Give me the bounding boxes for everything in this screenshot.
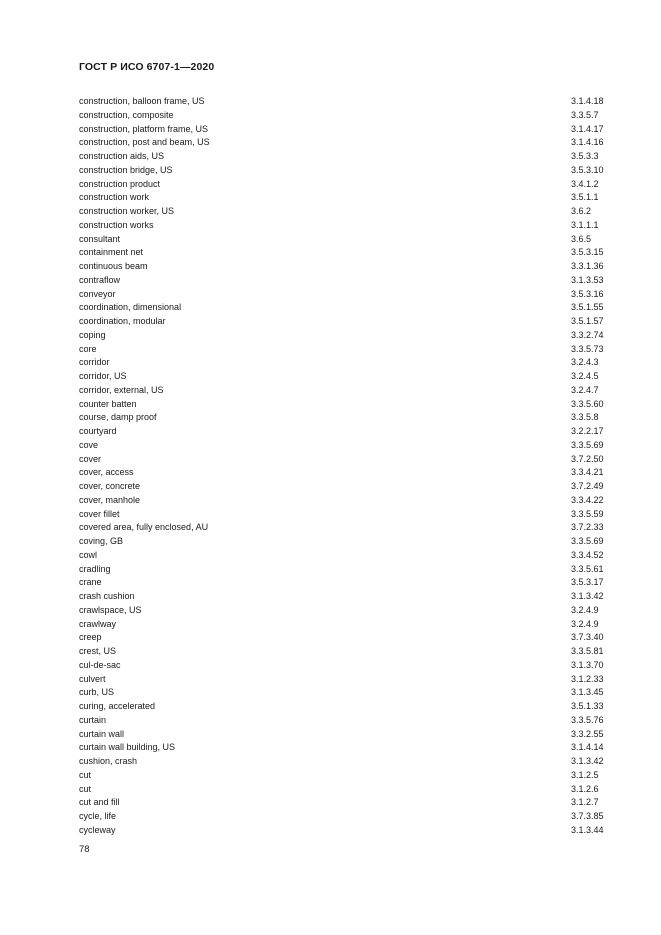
index-entry xyxy=(79,480,611,494)
index-reference-number: 3.1.4.14 xyxy=(571,742,604,753)
index-term: cut xyxy=(79,783,92,794)
index-term: cul-de-sac xyxy=(79,659,121,670)
index-entry xyxy=(79,439,611,453)
index-reference-number: 3.5.1.1 xyxy=(571,192,599,203)
index-entry xyxy=(79,219,611,233)
index-reference-number: 3.2.4.9 xyxy=(571,618,599,629)
index-reference-number: 3.1.1.1 xyxy=(571,219,599,230)
index-entry xyxy=(79,95,611,109)
index-reference-number: 3.1.4.16 xyxy=(571,137,604,148)
index-entry xyxy=(79,783,611,797)
index-term: courtyard xyxy=(79,426,117,436)
index-term: culvert xyxy=(79,673,106,684)
index-reference-number: 3.5.3.16 xyxy=(571,288,604,299)
index-entry xyxy=(79,686,611,700)
index-term: coving, GB xyxy=(79,536,124,546)
index-term: cove xyxy=(79,439,99,450)
index-reference-number: 3.3.5.60 xyxy=(571,398,604,409)
index-reference-number: 3.2.4.9 xyxy=(571,604,599,615)
document-header-title: ГОСТ Р ИСО 6707-1—2020 xyxy=(79,61,215,73)
index-term: construction, platform frame, US xyxy=(79,123,209,134)
index-reference-number: 3.3.4.22 xyxy=(571,494,604,505)
index-entry xyxy=(79,370,611,384)
page-number: 78 xyxy=(79,844,90,855)
index-reference-number: 3.5.3.15 xyxy=(571,247,604,258)
index-term: construction worker, US xyxy=(79,206,175,216)
index-entry xyxy=(79,714,611,728)
index-entry xyxy=(79,288,611,302)
index-reference-number: 3.1.3.42 xyxy=(571,591,604,601)
index-entry xyxy=(79,260,611,274)
index-reference-number: 3.3.4.21 xyxy=(571,467,604,478)
index-reference-number: 3.1.3.53 xyxy=(571,274,604,285)
index-entry xyxy=(79,425,611,439)
index-term: construction, post and beam, US xyxy=(79,137,210,148)
index-reference-number: 3.7.2.33 xyxy=(571,522,604,533)
index-entry xyxy=(79,164,611,178)
index-reference-number: 3.5.3.17 xyxy=(571,577,604,588)
index-reference-number: 3.7.2.49 xyxy=(571,481,604,491)
index-reference-number: 3.1.4.18 xyxy=(571,96,604,106)
index-reference-number: 3.5.1.33 xyxy=(571,701,604,711)
index-entry xyxy=(79,521,611,535)
index-entry xyxy=(79,549,611,563)
index-term: coordination, modular xyxy=(79,316,166,326)
index-entry xyxy=(79,810,611,824)
index-term: curtain wall building, US xyxy=(79,742,176,753)
index-reference-number: 3.1.3.45 xyxy=(571,687,604,698)
index-reference-number: 3.7.3.85 xyxy=(571,811,604,821)
index-entry xyxy=(79,618,611,632)
index-reference-number: 3.4.1.2 xyxy=(571,178,599,189)
index-reference-number: 3.3.5.8 xyxy=(571,412,599,423)
index-entry xyxy=(79,741,611,755)
index-term: course, damp proof xyxy=(79,412,157,423)
index-term: crane xyxy=(79,577,102,588)
index-reference-number: 3.5.1.57 xyxy=(571,316,604,326)
index-term: cut xyxy=(79,769,92,780)
index-entry xyxy=(79,384,611,398)
index-term: construction work xyxy=(79,192,150,203)
index-entry xyxy=(79,109,611,123)
index-entry xyxy=(79,246,611,260)
index-entry xyxy=(79,123,611,137)
index-reference-number: 3.7.2.50 xyxy=(571,453,604,464)
index-term: contraflow xyxy=(79,274,121,285)
index-reference-number: 3.2.4.3 xyxy=(571,357,599,368)
index-reference-number: 3.1.3.70 xyxy=(571,659,604,670)
index-reference-number: 3.2.4.7 xyxy=(571,384,599,395)
index-term: crest, US xyxy=(79,646,117,656)
index-reference-number: 3.3.4.52 xyxy=(571,549,604,560)
index-reference-number: 3.3.1.36 xyxy=(571,261,604,271)
index-term: conveyor xyxy=(79,288,116,299)
index-reference-number: 3.1.4.17 xyxy=(571,123,604,134)
index-reference-number: 3.5.1.55 xyxy=(571,302,604,313)
index-entry xyxy=(79,631,611,645)
index-reference-number: 3.3.2.74 xyxy=(571,329,604,340)
index-reference-number: 3.3.5.69 xyxy=(571,439,604,450)
index-term: curing, accelerated xyxy=(79,701,156,711)
index-term: cover, concrete xyxy=(79,481,141,491)
index-entry xyxy=(79,576,611,590)
index-term: cut and fill xyxy=(79,797,120,808)
index-term: coordination, dimensional xyxy=(79,302,182,313)
index-term: counter batten xyxy=(79,398,137,409)
index-term: cradling xyxy=(79,563,111,574)
index-term: corridor xyxy=(79,357,110,368)
index-reference-number: 3.1.2.6 xyxy=(571,783,599,794)
index-entry xyxy=(79,205,611,219)
index-entry xyxy=(79,604,611,618)
index-reference-number: 3.5.3.3 xyxy=(571,151,599,161)
index-entry xyxy=(79,466,611,480)
index-term: cover fillet xyxy=(79,508,120,519)
index-reference-number: 3.3.5.7 xyxy=(571,109,599,120)
index-entry xyxy=(79,411,611,425)
index-entry xyxy=(79,508,611,522)
index-entry xyxy=(79,563,611,577)
index-entry xyxy=(79,398,611,412)
index-term: crawlspace, US xyxy=(79,604,142,615)
index-term: continuous beam xyxy=(79,261,148,271)
index-entry xyxy=(79,796,611,810)
index-term: crash cushion xyxy=(79,591,135,601)
index-entry xyxy=(79,535,611,549)
index-reference-number: 3.5.3.10 xyxy=(571,164,604,175)
index-reference-number: 3.3.5.59 xyxy=(571,508,604,519)
index-reference-number: 3.6.2 xyxy=(571,206,592,216)
index-entry xyxy=(79,274,611,288)
index-term: coping xyxy=(79,329,106,340)
index-term: curtain xyxy=(79,714,107,725)
index-term: construction, composite xyxy=(79,109,174,120)
index-entry xyxy=(79,494,611,508)
index-entry xyxy=(79,150,611,164)
index-term: curtain wall xyxy=(79,728,125,739)
index-reference-number: 3.3.5.76 xyxy=(571,714,604,725)
index-term: cycle, life xyxy=(79,811,117,821)
index-reference-number: 3.1.3.44 xyxy=(571,824,604,835)
index-reference-number: 3.1.2.5 xyxy=(571,769,599,780)
index-term: cushion, crash xyxy=(79,756,138,766)
index-reference-number: 3.2.4.5 xyxy=(571,371,599,381)
index-reference-number: 3.3.5.81 xyxy=(571,646,604,656)
index-reference-number: 3.1.2.33 xyxy=(571,673,604,684)
index-reference-number: 3.3.5.73 xyxy=(571,343,604,354)
index-entry xyxy=(79,178,611,192)
index-term: construction works xyxy=(79,219,154,230)
index-term: corridor, external, US xyxy=(79,384,164,395)
index-entry xyxy=(79,728,611,742)
index-reference-number: 3.1.2.7 xyxy=(571,797,599,808)
index-entry xyxy=(79,700,611,714)
index-term: construction product xyxy=(79,178,161,189)
index-reference-number: 3.7.3.40 xyxy=(571,632,604,643)
index-entry xyxy=(79,191,611,205)
index-term: corridor, US xyxy=(79,371,127,381)
index-entry xyxy=(79,329,611,343)
index-entry xyxy=(79,453,611,467)
index-term: curb, US xyxy=(79,687,115,698)
index-reference-number: 3.6.5 xyxy=(571,233,592,244)
index-term: core xyxy=(79,343,97,354)
index-term: cycleway xyxy=(79,824,116,835)
index-reference-number: 3.3.5.69 xyxy=(571,536,604,546)
index-entry xyxy=(79,673,611,687)
index-reference-number: 3.1.3.42 xyxy=(571,756,604,766)
index-term: construction bridge, US xyxy=(79,164,173,175)
index-reference-number: 3.3.2.55 xyxy=(571,728,604,739)
index-term: covered area, fully enclosed, AU xyxy=(79,522,209,533)
index-entry xyxy=(79,136,611,150)
index-entry xyxy=(79,356,611,370)
index-term: cover, manhole xyxy=(79,494,141,505)
index-entry xyxy=(79,590,611,604)
index-entry xyxy=(79,824,611,838)
index-entry xyxy=(79,315,611,329)
index-term: construction, balloon frame, US xyxy=(79,96,205,106)
index-term: construction aids, US xyxy=(79,151,165,161)
index-entry xyxy=(79,301,611,315)
index-entry xyxy=(79,659,611,673)
index-term: cover, access xyxy=(79,467,134,478)
index-entry xyxy=(79,645,611,659)
index-entry xyxy=(79,755,611,769)
index-reference-number: 3.2.2.17 xyxy=(571,426,604,436)
index-term: cover xyxy=(79,453,102,464)
alphabetical-index-list xyxy=(79,95,611,838)
index-term: containment net xyxy=(79,247,144,258)
index-term: creep xyxy=(79,632,102,643)
index-reference-number: 3.3.5.61 xyxy=(571,563,604,574)
index-entry xyxy=(79,233,611,247)
index-entry xyxy=(79,343,611,357)
index-term: crawlway xyxy=(79,618,117,629)
index-term: consultant xyxy=(79,233,121,244)
index-term: cowl xyxy=(79,549,98,560)
index-entry xyxy=(79,769,611,783)
